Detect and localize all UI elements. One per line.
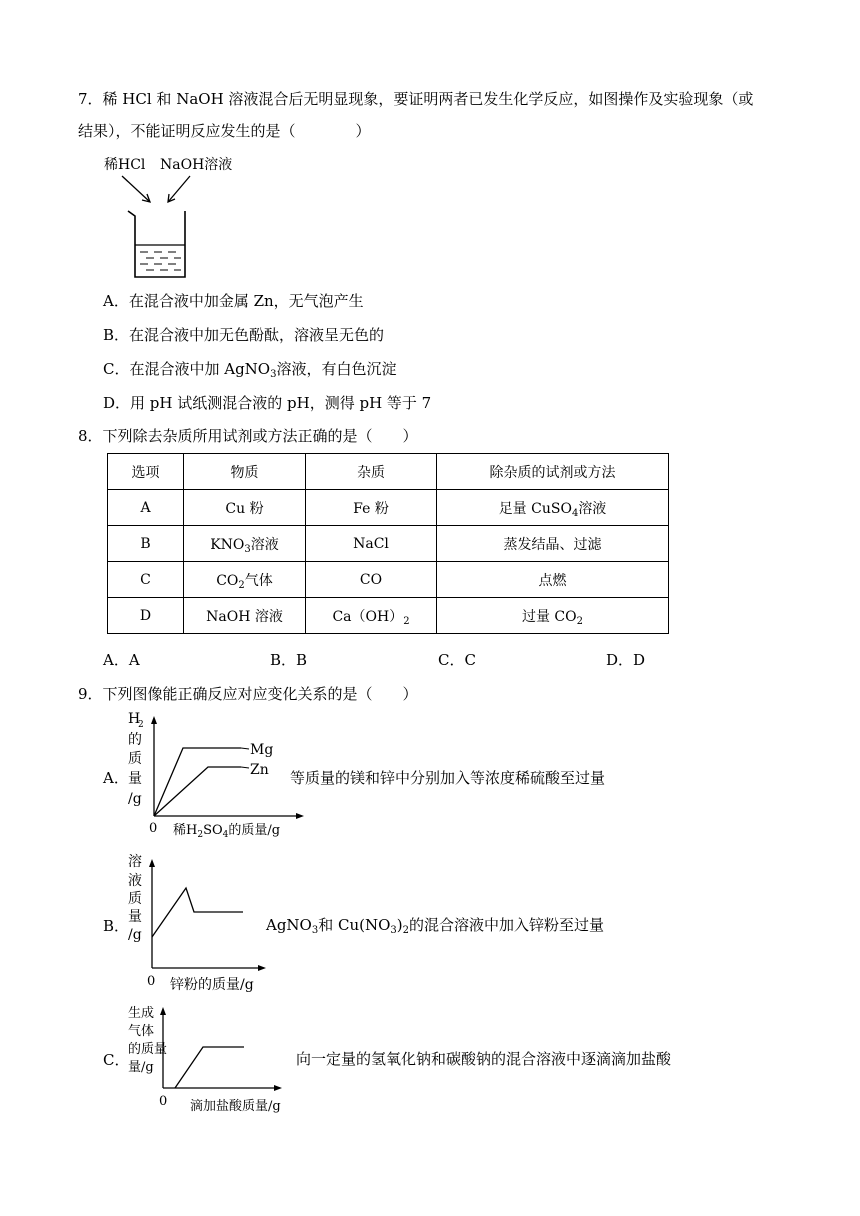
arrow-naoh: [168, 176, 190, 202]
table-row: [108, 562, 669, 598]
table-header-row: [108, 454, 669, 490]
cell-substance: Cu 粉: [184, 490, 306, 526]
fig-label-naoh: NaOH溶液: [160, 157, 233, 173]
q7-stem-line2: 结果），不能证明反应发生的是（ ）: [78, 122, 371, 140]
liquid-hatch: [140, 252, 181, 270]
cell-method: 点燃: [437, 562, 669, 598]
q9-a-label: A．: [103, 769, 129, 787]
q8-answer-a: A．A: [103, 651, 140, 669]
q7-stem-line1: 7．稀 HCl 和 NaOH 溶液混合后无明显现象，要证明两者已发生化学反应，如图操作及实验现象（或: [78, 90, 754, 108]
a-series-mg: [154, 748, 241, 816]
c-series-line: [175, 1047, 244, 1088]
b-ylabel-5: /g: [128, 927, 142, 943]
fig-label-hcl: 稀HCl: [104, 157, 146, 173]
q7-option-a: A．在混合液中加金属 Zn，无气泡产生: [103, 292, 364, 310]
c-ylabel-4: 量/g: [128, 1060, 154, 1075]
q9-b-label: B．: [103, 917, 130, 935]
q7-option-b: B．在混合液中加无色酚酞，溶液呈无色的: [103, 326, 385, 344]
q9-c-desc: 向一定量的氢氧化钠和碳酸钠的混合溶液中逐滴滴加盐酸: [296, 1050, 672, 1068]
b-ylabel-3: 质: [128, 891, 142, 907]
cell-option: C: [108, 562, 184, 598]
q9-stem: 9．下列图像能正确反应对应变化关系的是（ ）: [78, 685, 418, 703]
cell-impurity: CO: [306, 562, 437, 598]
table-row: [108, 490, 669, 526]
q9-c-label: C．: [103, 1051, 130, 1069]
a-ylabel-1: 的: [128, 732, 142, 748]
a-legend-mg: Mg: [250, 742, 274, 758]
cell-impurity: NaCl: [306, 526, 437, 562]
beaker: [128, 211, 185, 277]
cell-method: 足量 CuSO$_4$溶液: [437, 490, 669, 526]
q9-c-graph: [125, 1003, 315, 1118]
header-cell: 选项: [108, 454, 184, 490]
table-row: [108, 526, 669, 562]
a-ylabel-4: /g: [128, 791, 142, 807]
b-xlabel: 锌粉的质量/g: [170, 977, 254, 993]
a-legend-zn: Zn: [250, 762, 269, 778]
cell-impurity: $Ca(OH)_2$: [306, 598, 437, 634]
q8-table: [107, 453, 669, 634]
b-ylabel-1: 溶: [128, 854, 142, 870]
c-origin: 0: [159, 1094, 168, 1109]
b-series-line: [152, 888, 243, 937]
a-series-zn: [154, 767, 241, 816]
c-xlabel: 滴加盐酸质量/g: [190, 1099, 281, 1114]
q9-b-graph: [125, 850, 275, 1000]
cell-option: A: [108, 490, 184, 526]
b-origin: 0: [147, 974, 156, 989]
c-ylabel-3: 的质量: [128, 1042, 168, 1057]
c-ylabel-1: 生成: [128, 1006, 155, 1021]
q9-b-desc: AgNO$_3$和 $Cu(NO_3)_2$的混合溶液中加入锌粉至过量: [266, 916, 605, 936]
svg-text:2: 2: [138, 720, 144, 730]
cell-substance: $KNO_3$溶液: [184, 526, 306, 562]
cell-option: B: [108, 526, 184, 562]
b-ylabel-2: 液: [128, 873, 142, 889]
q8-stem: 8．下列除去杂质所用试剂或方法正确的是（ ）: [78, 427, 418, 445]
b-ylabel-4: 量: [128, 909, 142, 925]
q7-beaker-figure: [100, 150, 240, 285]
arrow-hcl: [122, 176, 150, 202]
c-ylabel-2: 气体: [128, 1024, 155, 1039]
a-ylabel-h: H: [128, 711, 141, 727]
cell-method: 蒸发结晶、过滤: [437, 526, 669, 562]
q8-answer-d: D．D: [606, 651, 646, 669]
q9-a-desc: 等质量的镁和锌中分别加入等浓度稀硫酸至过量: [290, 769, 606, 787]
q7-option-c: C．在混合液中加 AgNO$_3$溶液，有白色沉淀: [103, 360, 397, 380]
cell-option: D: [108, 598, 184, 634]
header-cell: 杂质: [306, 454, 437, 490]
q8-answer-b: B．B: [270, 651, 308, 669]
cell-substance: NaOH 溶液: [184, 598, 306, 634]
header-cell: 除杂质的试剂或方法: [437, 454, 669, 490]
table-row: [108, 598, 669, 634]
a-ylabel-3: 量: [128, 771, 142, 787]
a-ylabel-2: 质: [128, 751, 142, 767]
header-cell: 物质: [184, 454, 306, 490]
a-xlabel: 稀$H_2SO_4$的质量/g: [173, 823, 281, 840]
cell-impurity: Fe 粉: [306, 490, 437, 526]
cell-substance: $CO_2$气体: [184, 562, 306, 598]
q7-option-d: D．用 pH 试纸测混合液的 pH，测得 pH 等于 7: [103, 394, 432, 412]
q9-a-graph: [125, 708, 315, 840]
cell-method: 过量 $CO_2$: [437, 598, 669, 634]
a-origin: 0: [149, 821, 158, 836]
q8-answer-c: C．C: [438, 651, 476, 669]
